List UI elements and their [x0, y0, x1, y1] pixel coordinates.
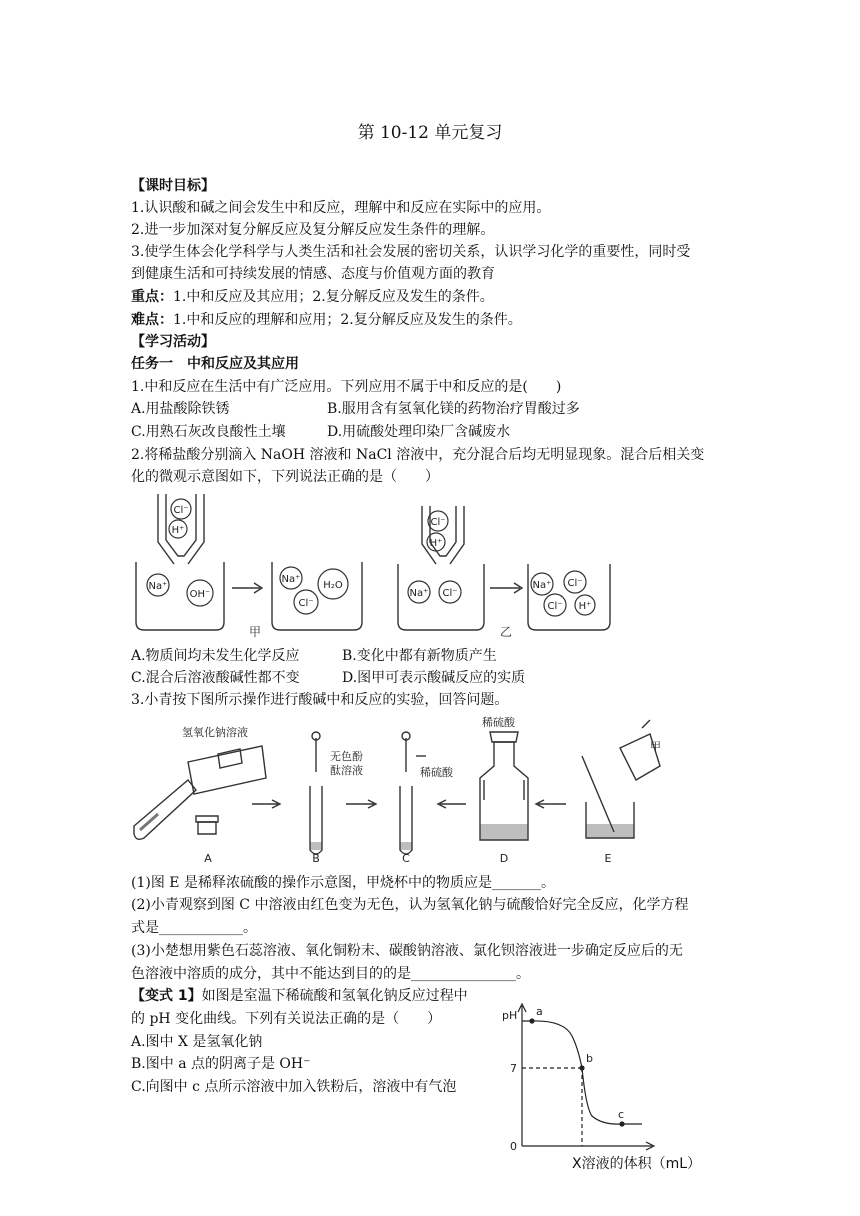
variant1-option-a: A.图中 X 是氢氧化钠	[131, 1034, 263, 1050]
key-text: 1.中和反应及其应用；2.复分解反应及发生的条件。	[173, 289, 494, 305]
activities-heading: 【学习活动】	[131, 334, 215, 350]
label-e: E	[604, 852, 612, 865]
key-label: 重点：	[131, 289, 173, 305]
q2-stem-1: 2.将稀盐酸分别滴入 NaOH 溶液和 NaCl 溶液中，充分混合后均无明显现象。混合后相关变	[131, 447, 705, 463]
q3-part3-a: (3)小楚想用紫色石蕊溶液、氧化铜粉末、碳酸钠溶液、氯化钡溶液进一步确定反应后的无	[131, 943, 683, 959]
ion-h-3: H⁺	[578, 601, 592, 612]
point-b-label: b	[586, 1052, 593, 1065]
point-c-label: c	[618, 1108, 625, 1121]
q1-option-b: B.服用含有氢氧化镁的药物治疗胃酸过多	[327, 401, 580, 417]
ion-na-2: Na⁺	[281, 574, 301, 585]
ion-cl-3: Cl⁻	[430, 517, 446, 528]
micro-diagram	[128, 492, 628, 642]
difficult-text: 1.中和反应的理解和应用；2.复分解反应及发生的条件。	[173, 312, 522, 328]
variant1-option-b: B.图中 a 点的阴离子是 OH⁻	[131, 1056, 311, 1072]
label-jia-e: 甲	[650, 740, 661, 753]
q2-option-a: A.物质间均未发生化学反应	[131, 648, 300, 664]
variant1-label: 【变式 1】	[131, 988, 202, 1004]
point-a	[529, 1018, 534, 1023]
q2-option-c: C.混合后溶液酸碱性都不变	[131, 670, 300, 686]
ion-oh: OH⁻	[189, 589, 211, 600]
label-phenol-2: 酞溶液	[330, 764, 363, 777]
label-c: C	[402, 852, 410, 865]
objective-1: 1.认识酸和碱之间会发生中和反应，理解中和反应在实际中的应用。	[131, 200, 551, 216]
ph-chart	[492, 998, 742, 1188]
variant1-stem-1	[131, 986, 468, 1006]
label-d: D	[499, 852, 509, 865]
ion-na-1: Na⁺	[148, 581, 168, 592]
y-tick-7: 7	[510, 1062, 517, 1075]
difficult-points	[131, 310, 522, 330]
ion-cl-2: Cl⁻	[298, 598, 314, 609]
ion-na-4: Na⁺	[532, 580, 552, 591]
variant1-option-c: C.向图中 c 点所示溶液中加入铁粉后，溶液中有气泡	[131, 1079, 457, 1095]
label-phenol-1: 无色酚	[330, 750, 363, 763]
label-naoh: 氢氧化钠溶液	[182, 726, 248, 739]
point-b	[579, 1065, 584, 1070]
label-yi: 乙	[499, 625, 513, 639]
key-points	[131, 287, 494, 307]
ion-cl-5: Cl⁻	[567, 578, 583, 589]
label-h2so4-dropper: 稀硫酸	[420, 766, 453, 779]
q3-part1: (1)图 E 是稀释浓硫酸的操作示意图，甲烧杯中的物质应是_______。	[131, 875, 555, 891]
objectives-heading: 【课时目标】	[131, 178, 215, 194]
label-h2so4-bottle: 稀硫酸	[482, 716, 515, 729]
q1-option-d: D.用硫酸处理印染厂含碱废水	[327, 424, 511, 440]
q1-option-a: A.用盐酸除铁锈	[131, 401, 230, 417]
y-label: pH	[502, 1009, 518, 1022]
variant1-stem-text: 如图是室温下稀硫酸和氢氧化钠反应过程中	[201, 988, 468, 1004]
variant1-stem-2: 的 pH 变化曲线。下列有关说法正确的是（ ）	[131, 1011, 442, 1027]
ion-cl-1: Cl⁻	[173, 505, 189, 516]
q3-part2-b: 式是____________。	[131, 920, 257, 936]
objective-3-cont: 到健康生活和可持续发展的情感、态度与价值观方面的教育	[131, 266, 495, 282]
label-b: B	[312, 852, 320, 865]
label-jia: 甲	[248, 625, 262, 639]
molecule-h2o: H₂O	[323, 580, 343, 591]
q2-stem-2: 化的微观示意图如下，下列说法正确的是（ ）	[131, 469, 439, 485]
q2-option-b: B.变化中都有新物质产生	[342, 648, 497, 664]
difficult-label: 难点：	[131, 312, 173, 328]
objective-2: 2.进一步加深对复分解反应及复分解反应发生条件的理解。	[131, 222, 495, 238]
apparatus-diagram	[130, 716, 670, 866]
q3-part3-b: 色溶液中溶质的成分，其中不能达到目的的是_______________。	[131, 966, 530, 982]
y-tick-0: 0	[510, 1140, 517, 1153]
point-c	[619, 1121, 624, 1126]
objective-3: 3.使学生体会化学科学与人类生活和社会发展的密切关系，认识学习化学的重要性，同时受	[131, 244, 691, 260]
q3-part2-a: (2)小青观察到图 C 中溶液由红色变为无色，认为氢氧化钠与硫酸恰好完全反应，化学方程	[131, 897, 689, 913]
ion-h-2: H⁺	[429, 538, 443, 549]
q3-stem: 3.小青按下图所示操作进行酸碱中和反应的实验，回答问题。	[131, 692, 509, 708]
ion-h-1: H⁺	[171, 525, 185, 536]
ion-cl-6: Cl⁻	[547, 601, 563, 612]
ion-cl-4: Cl⁻	[442, 588, 458, 599]
page-title: 第 10-12 单元复习	[357, 123, 503, 143]
point-a-label: a	[536, 1005, 543, 1018]
ion-na-3: Na⁺	[409, 588, 429, 599]
x-label: X溶液的体积（mL）	[572, 1156, 702, 1172]
q1-option-c: C.用熟石灰改良酸性土壤	[131, 424, 286, 440]
q2-option-d: D.图甲可表示酸碱反应的实质	[342, 670, 526, 686]
q1-stem: 1.中和反应在生活中有广泛应用。下列应用不属于中和反应的是( )	[131, 379, 562, 395]
label-a: A	[204, 852, 212, 865]
task1-heading: 任务一 中和反应及其应用	[131, 356, 299, 372]
